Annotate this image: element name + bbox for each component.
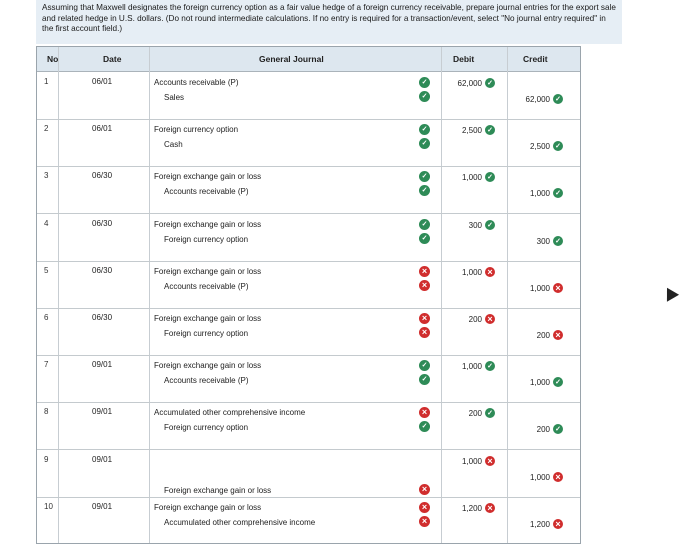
header-general-journal: General Journal xyxy=(259,54,324,64)
entry-number: 1 xyxy=(44,77,49,86)
debit-account-field[interactable]: Foreign currency option xyxy=(154,125,239,135)
check-icon xyxy=(485,220,495,230)
entry-number: 10 xyxy=(44,501,53,511)
journal-row xyxy=(37,261,580,309)
credit-account-field[interactable]: Accounts receivable (P) xyxy=(164,376,249,386)
entry-number: 5 xyxy=(44,265,49,275)
credit-account-field[interactable]: Accounts receivable (P) xyxy=(164,187,249,197)
credit-amount-field[interactable] xyxy=(537,237,563,247)
check-icon xyxy=(553,377,563,387)
debit-account-field[interactable]: Foreign exchange gain or loss xyxy=(154,266,262,276)
credit-account-field[interactable]: Foreign currency option xyxy=(164,234,249,244)
credit-amount-field[interactable] xyxy=(537,331,563,341)
check-icon xyxy=(419,91,430,102)
credit-account-field[interactable]: Foreign currency option xyxy=(164,329,249,338)
error-x-icon xyxy=(485,267,495,277)
credit-value: 62,000 xyxy=(525,95,550,105)
debit-value: 300 xyxy=(468,220,482,230)
entry-date-field[interactable]: 06/01 xyxy=(92,77,113,86)
credit-value: 1,000 xyxy=(529,472,550,482)
debit-value: 1,000 xyxy=(461,267,482,277)
error-x-icon xyxy=(553,472,563,482)
check-icon xyxy=(419,360,430,371)
entry-date-field[interactable]: 06/30 xyxy=(92,218,113,228)
debit-value: 1,200 xyxy=(461,503,482,513)
credit-value: 1,200 xyxy=(529,519,550,529)
entry-date-field[interactable]: 09/01 xyxy=(92,454,113,464)
error-x-icon xyxy=(419,484,430,495)
check-icon xyxy=(419,185,430,196)
general-journal-table xyxy=(36,46,581,544)
error-x-icon xyxy=(419,502,430,513)
credit-value: 1,000 xyxy=(529,283,550,293)
credit-value: 1,000 xyxy=(529,189,550,199)
debit-account-field[interactable]: Foreign exchange gain or loss xyxy=(154,314,262,323)
journal-row xyxy=(37,72,580,120)
journal-row xyxy=(37,214,580,262)
check-icon xyxy=(419,233,430,244)
credit-amount-field[interactable] xyxy=(530,378,563,388)
credit-account-field[interactable]: Foreign currency option xyxy=(164,423,249,433)
check-icon xyxy=(419,374,430,385)
check-icon xyxy=(485,408,495,418)
error-x-icon xyxy=(419,266,430,277)
debit-amount-field[interactable] xyxy=(469,315,495,325)
check-icon xyxy=(419,124,430,135)
debit-amount-field[interactable] xyxy=(462,268,495,278)
check-icon xyxy=(485,172,495,182)
check-icon xyxy=(553,236,563,246)
debit-value: 2,500 xyxy=(461,126,482,136)
entry-date-field[interactable]: 06/30 xyxy=(92,171,113,181)
check-icon xyxy=(419,171,430,182)
check-icon xyxy=(419,138,430,149)
error-x-icon xyxy=(419,313,430,324)
header-debit: Debit xyxy=(453,54,475,64)
credit-amount-field[interactable] xyxy=(530,520,563,530)
check-icon xyxy=(485,78,495,88)
check-icon xyxy=(419,219,430,230)
credit-amount-field[interactable] xyxy=(526,95,563,105)
journal-row xyxy=(37,497,580,544)
entry-date-field[interactable]: 06/01 xyxy=(92,124,113,134)
check-icon xyxy=(485,125,495,135)
debit-amount-field[interactable] xyxy=(458,79,495,89)
debit-value: 1,000 xyxy=(461,456,482,466)
debit-amount-field[interactable] xyxy=(462,504,495,514)
entry-number: 4 xyxy=(44,218,49,228)
entry-date-field[interactable]: 06/30 xyxy=(92,313,113,322)
debit-account-field[interactable]: Accumulated other comprehensive income xyxy=(154,408,306,418)
debit-account-field[interactable]: Accounts receivable (P) xyxy=(154,78,239,87)
entry-number: 8 xyxy=(44,407,49,417)
entry-date-field[interactable]: 06/30 xyxy=(92,265,113,275)
header-date: Date xyxy=(103,54,122,64)
debit-value: 200 xyxy=(468,315,482,325)
credit-value: 1,000 xyxy=(529,378,550,388)
entry-number: 7 xyxy=(44,360,49,370)
entry-number: 6 xyxy=(44,313,49,322)
error-x-icon xyxy=(553,330,563,340)
credit-amount-field[interactable] xyxy=(530,473,563,483)
journal-row xyxy=(37,355,580,403)
header-no: No xyxy=(47,54,59,64)
credit-account-field[interactable]: Accounts receivable (P) xyxy=(164,281,249,291)
error-x-icon xyxy=(419,327,430,338)
entry-date-field[interactable]: 09/01 xyxy=(92,360,113,370)
table-header xyxy=(37,47,580,72)
debit-amount-field[interactable] xyxy=(462,457,495,467)
debit-value: 62,000 xyxy=(457,79,482,89)
error-x-icon xyxy=(485,456,495,466)
debit-value: 1,000 xyxy=(461,173,482,183)
error-x-icon xyxy=(419,280,430,291)
credit-value: 200 xyxy=(536,331,550,341)
debit-amount-field[interactable] xyxy=(469,409,495,419)
credit-account-field[interactable]: Cash xyxy=(164,140,183,150)
credit-value: 2,500 xyxy=(529,142,550,152)
entry-number: 3 xyxy=(44,171,49,181)
entry-number: 9 xyxy=(44,454,49,464)
instructions-text: Assuming that Maxwell designates the foreign currency option as a fair value hedge of a foreign currency receivable, prepare journal entries for the export sale and related hedge in U.S. dollars. (Do not round intermediate calculations. If no entry is required for a transaction/event, select "No journal entry required" in the first account field.) xyxy=(42,3,616,33)
debit-amount-field[interactable] xyxy=(462,362,495,372)
journal-row xyxy=(37,308,580,356)
entry-number: 2 xyxy=(44,124,49,134)
credit-value: 300 xyxy=(536,236,550,246)
check-icon xyxy=(553,141,563,151)
debit-account-field[interactable]: Foreign exchange gain or loss xyxy=(154,502,262,512)
debit-account-field[interactable]: Foreign exchange gain or loss xyxy=(154,219,262,229)
journal-row xyxy=(37,450,580,498)
debit-amount-field[interactable] xyxy=(462,173,495,183)
credit-amount-field[interactable] xyxy=(537,425,563,435)
entry-date-field[interactable]: 09/01 xyxy=(92,501,113,511)
credit-account-field[interactable]: Foreign exchange gain or loss xyxy=(164,485,272,495)
check-icon xyxy=(419,421,430,432)
error-x-icon xyxy=(553,519,563,529)
check-icon xyxy=(419,77,430,88)
debit-value: 1,000 xyxy=(461,362,482,372)
credit-account-field[interactable]: Sales xyxy=(164,93,185,102)
error-x-icon xyxy=(419,516,430,527)
journal-row xyxy=(37,119,580,167)
check-icon xyxy=(553,424,563,434)
debit-amount-field[interactable] xyxy=(462,126,495,136)
debit-account-field[interactable]: Foreign exchange gain or loss xyxy=(154,361,262,371)
journal-row xyxy=(37,166,580,214)
entry-date-field[interactable]: 09/01 xyxy=(92,407,113,417)
credit-amount-field[interactable] xyxy=(530,142,563,152)
error-x-icon xyxy=(553,283,563,293)
instructions-banner xyxy=(36,0,622,44)
debit-value: 200 xyxy=(468,409,482,419)
credit-value: 200 xyxy=(536,425,550,435)
check-icon xyxy=(553,94,563,104)
check-icon xyxy=(553,188,563,198)
error-x-icon xyxy=(485,503,495,513)
credit-account-field[interactable]: Accumulated other comprehensive income xyxy=(164,517,316,527)
check-icon xyxy=(485,361,495,371)
mouse-cursor-icon xyxy=(661,284,679,301)
debit-amount-field[interactable] xyxy=(469,221,495,231)
journal-row xyxy=(37,402,580,450)
credit-amount-field[interactable] xyxy=(530,189,563,199)
error-x-icon xyxy=(485,314,495,324)
error-x-icon xyxy=(419,407,430,418)
credit-amount-field[interactable] xyxy=(530,284,563,294)
header-credit: Credit xyxy=(523,54,548,64)
debit-account-field[interactable]: Foreign exchange gain or loss xyxy=(154,172,262,182)
